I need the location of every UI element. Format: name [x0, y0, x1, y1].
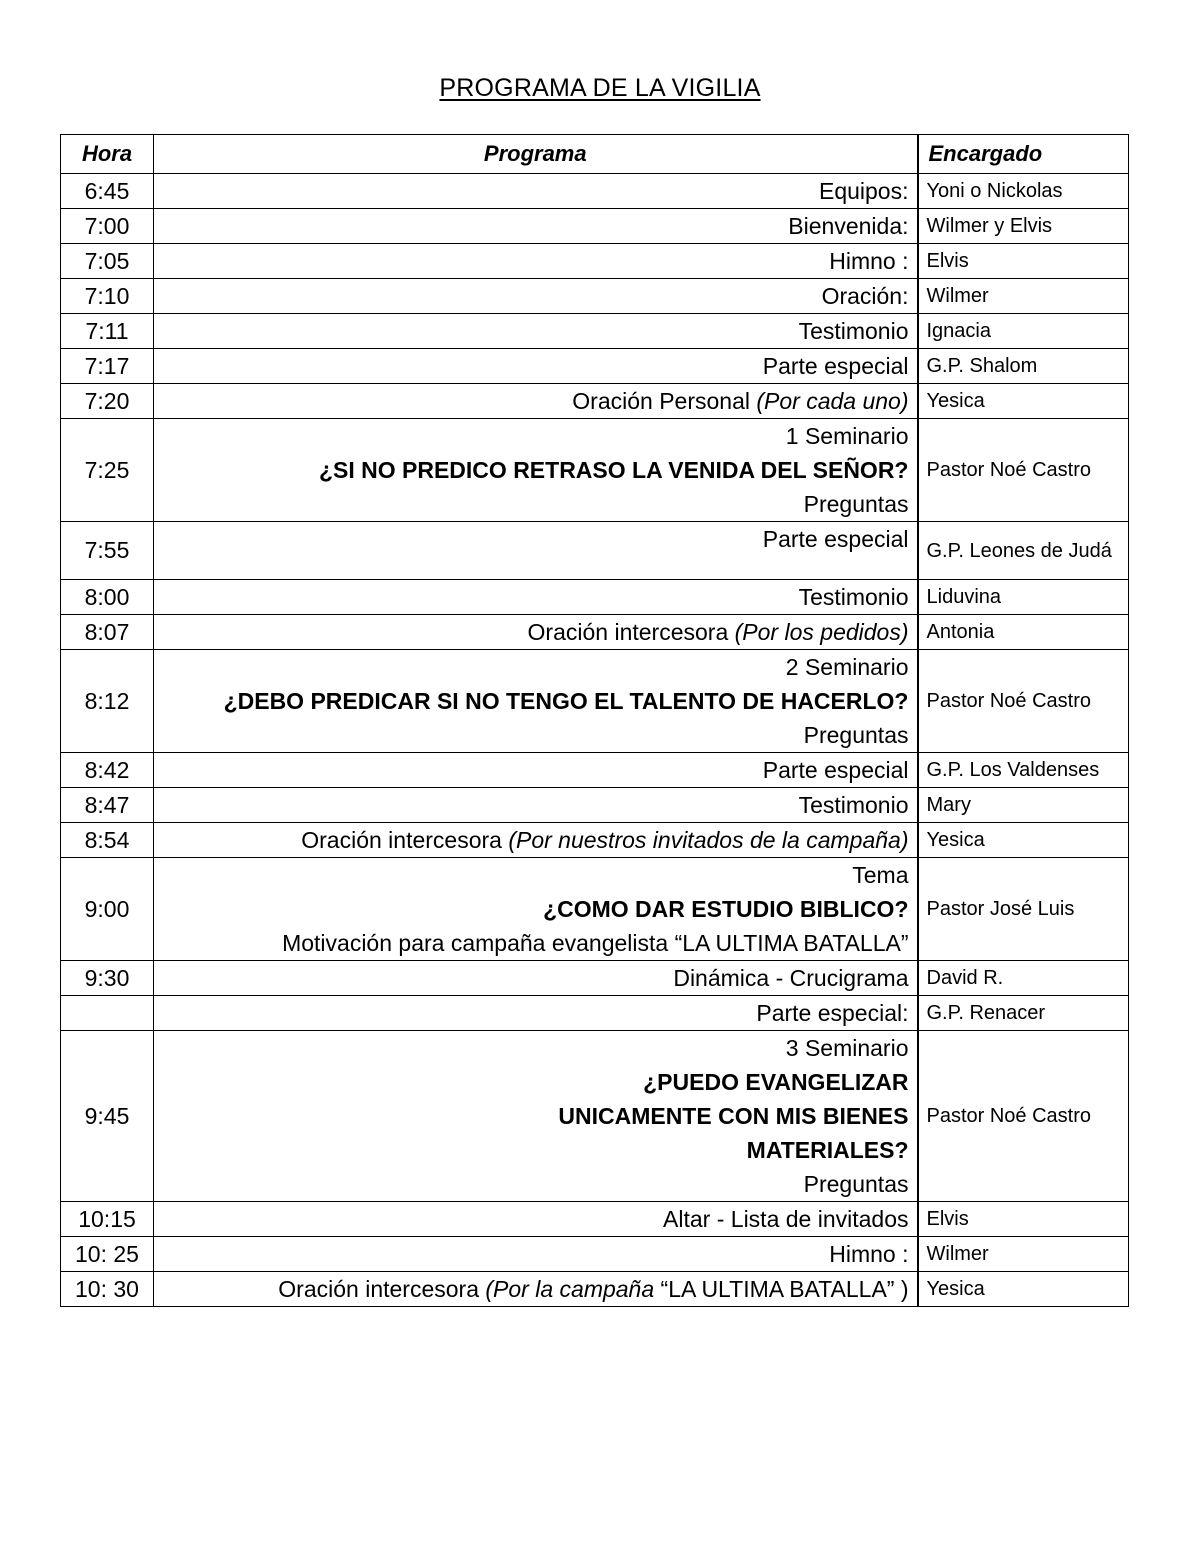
programa-text: Oración intercesora	[301, 827, 502, 853]
encargado-cell: Pastor Noé Castro	[918, 650, 1129, 753]
table-row	[61, 1202, 1129, 1237]
table-row	[61, 961, 1129, 996]
programa-cell: Himno :	[154, 244, 918, 279]
programa-cell	[154, 522, 918, 580]
hora-cell: 9:00	[61, 858, 154, 961]
table-row	[61, 349, 1129, 384]
hora-cell: 7:10	[61, 279, 154, 314]
hora-cell: 7:11	[61, 314, 154, 349]
encargado-cell: G.P. Renacer	[918, 996, 1129, 1031]
encargado-cell: Pastor Noé Castro	[918, 1031, 1129, 1202]
encargado-cell: Antonia	[918, 615, 1129, 650]
hora-cell: 7:55	[61, 522, 154, 580]
table-row	[61, 858, 1129, 961]
programa-cell	[154, 858, 918, 961]
programa-cell: Bienvenida:	[154, 209, 918, 244]
hora-cell: 7:05	[61, 244, 154, 279]
programa-cell: Dinámica - Crucigrama	[154, 961, 918, 996]
hora-cell: 8:00	[61, 580, 154, 615]
encargado-cell: Pastor Noé Castro	[918, 419, 1129, 522]
programa-cell: Testimonio	[154, 788, 918, 823]
programa-cell: Himno :	[154, 1237, 918, 1272]
programa-cell	[154, 650, 918, 753]
table-row	[61, 996, 1129, 1031]
programa-note-cont: “LA ULTIMA BATALLA” )	[660, 1276, 909, 1302]
hora-cell: 7:20	[61, 384, 154, 419]
encargado-cell: Elvis	[918, 1202, 1129, 1237]
programa-text: Oración intercesora	[278, 1276, 479, 1302]
program-table	[60, 134, 1129, 1307]
header-programa: Programa	[154, 135, 918, 174]
encargado-cell: Yesica	[918, 384, 1129, 419]
programa-cell	[154, 1272, 918, 1307]
seminario-title: ¿PUEDO EVANGELIZAR UNICAMENTE CON MIS BIENES MATERIALES?	[558, 1069, 909, 1163]
encargado-cell: David R.	[918, 961, 1129, 996]
table-row	[61, 174, 1129, 209]
table-row	[61, 1237, 1129, 1272]
table-row	[61, 314, 1129, 349]
table-row	[61, 1031, 1129, 1202]
programa-text: Oración Personal	[572, 388, 750, 414]
encargado-cell: Wilmer	[918, 279, 1129, 314]
table-row	[61, 753, 1129, 788]
programa-cell	[154, 615, 918, 650]
seminario-label: 1 Seminario	[785, 423, 909, 449]
table-row	[61, 788, 1129, 823]
hora-cell: 10: 30	[61, 1272, 154, 1307]
table-row	[61, 615, 1129, 650]
hora-cell: 7:17	[61, 349, 154, 384]
programa-cell: Parte especial	[154, 349, 918, 384]
table-row	[61, 1272, 1129, 1307]
encargado-cell: Mary	[918, 788, 1129, 823]
table-header-row	[61, 135, 1129, 174]
encargado-cell: G.P. Shalom	[918, 349, 1129, 384]
hora-cell: 8:47	[61, 788, 154, 823]
programa-cell	[154, 823, 918, 858]
programa-cell: Testimonio	[154, 314, 918, 349]
tema-title: ¿COMO DAR ESTUDIO BIBLICO?	[543, 896, 909, 922]
table-row	[61, 522, 1129, 580]
encargado-cell: Wilmer y Elvis	[918, 209, 1129, 244]
encargado-cell: G.P. Leones de Judá	[918, 522, 1129, 580]
programa-cell: Oración:	[154, 279, 918, 314]
hora-cell	[61, 996, 154, 1031]
tema-extra: Motivación para campaña evangelista “LA ULTIMA BATALLA”	[282, 930, 909, 956]
table-row	[61, 209, 1129, 244]
table-row	[61, 823, 1129, 858]
table-row	[61, 419, 1129, 522]
programa-cell: Parte especial:	[154, 996, 918, 1031]
encargado-cell: Liduvina	[918, 580, 1129, 615]
hora-cell: 7:25	[61, 419, 154, 522]
programa-cell: Equipos:	[154, 174, 918, 209]
hora-cell: 8:12	[61, 650, 154, 753]
table-row	[61, 384, 1129, 419]
programa-cell: Altar - Lista de invitados	[154, 1202, 918, 1237]
seminario-title: ¿SI NO PREDICO RETRASO LA VENIDA DEL SEÑOR?	[318, 457, 909, 483]
hora-cell: 6:45	[61, 174, 154, 209]
hora-cell: 8:07	[61, 615, 154, 650]
table-row	[61, 244, 1129, 279]
seminario-extra: Preguntas	[803, 1171, 909, 1197]
hora-cell: 10: 25	[61, 1237, 154, 1272]
seminario-extra: Preguntas	[803, 722, 909, 748]
encargado-cell: Yoni o Nickolas	[918, 174, 1129, 209]
programa-cell	[154, 384, 918, 419]
seminario-label: 2 Seminario	[785, 654, 909, 680]
encargado-cell: Yesica	[918, 1272, 1129, 1307]
hora-cell: 9:45	[61, 1031, 154, 1202]
table-row	[61, 580, 1129, 615]
page-title: PROGRAMA DE LA VIGILIA	[439, 74, 761, 102]
table-row	[61, 279, 1129, 314]
hora-cell: 8:42	[61, 753, 154, 788]
programa-cell: Parte especial	[154, 753, 918, 788]
seminario-label: 3 Seminario	[785, 1035, 909, 1061]
encargado-cell: Wilmer	[918, 1237, 1129, 1272]
programa-note: (Por nuestros invitados de la campaña)	[508, 827, 909, 853]
encargado-cell: Yesica	[918, 823, 1129, 858]
hora-cell: 7:00	[61, 209, 154, 244]
programa-cell: Testimonio	[154, 580, 918, 615]
seminario-extra: Preguntas	[803, 491, 909, 517]
encargado-cell: G.P. Los Valdenses	[918, 753, 1129, 788]
encargado-cell: Pastor José Luis	[918, 858, 1129, 961]
programa-note: (Por cada uno)	[756, 388, 909, 414]
hora-cell: 9:30	[61, 961, 154, 996]
header-encargado: Encargado	[918, 135, 1129, 174]
programa-cell	[154, 1031, 918, 1202]
tema-label: Tema	[852, 862, 909, 888]
seminario-title: ¿DEBO PREDICAR SI NO TENGO EL TALENTO DE HACERLO?	[223, 688, 909, 714]
programa-note: (Por los pedidos)	[734, 619, 909, 645]
programa-cell	[154, 419, 918, 522]
hora-cell: 8:54	[61, 823, 154, 858]
programa-note: (Por la campaña	[485, 1276, 655, 1302]
programa-text: Oración intercesora	[527, 619, 729, 645]
hora-cell: 10:15	[61, 1202, 154, 1237]
encargado-cell: Elvis	[918, 244, 1129, 279]
header-hora: Hora	[61, 135, 154, 174]
encargado-cell: Ignacia	[918, 314, 1129, 349]
programa-text: Parte especial	[762, 526, 909, 552]
table-row	[61, 650, 1129, 753]
